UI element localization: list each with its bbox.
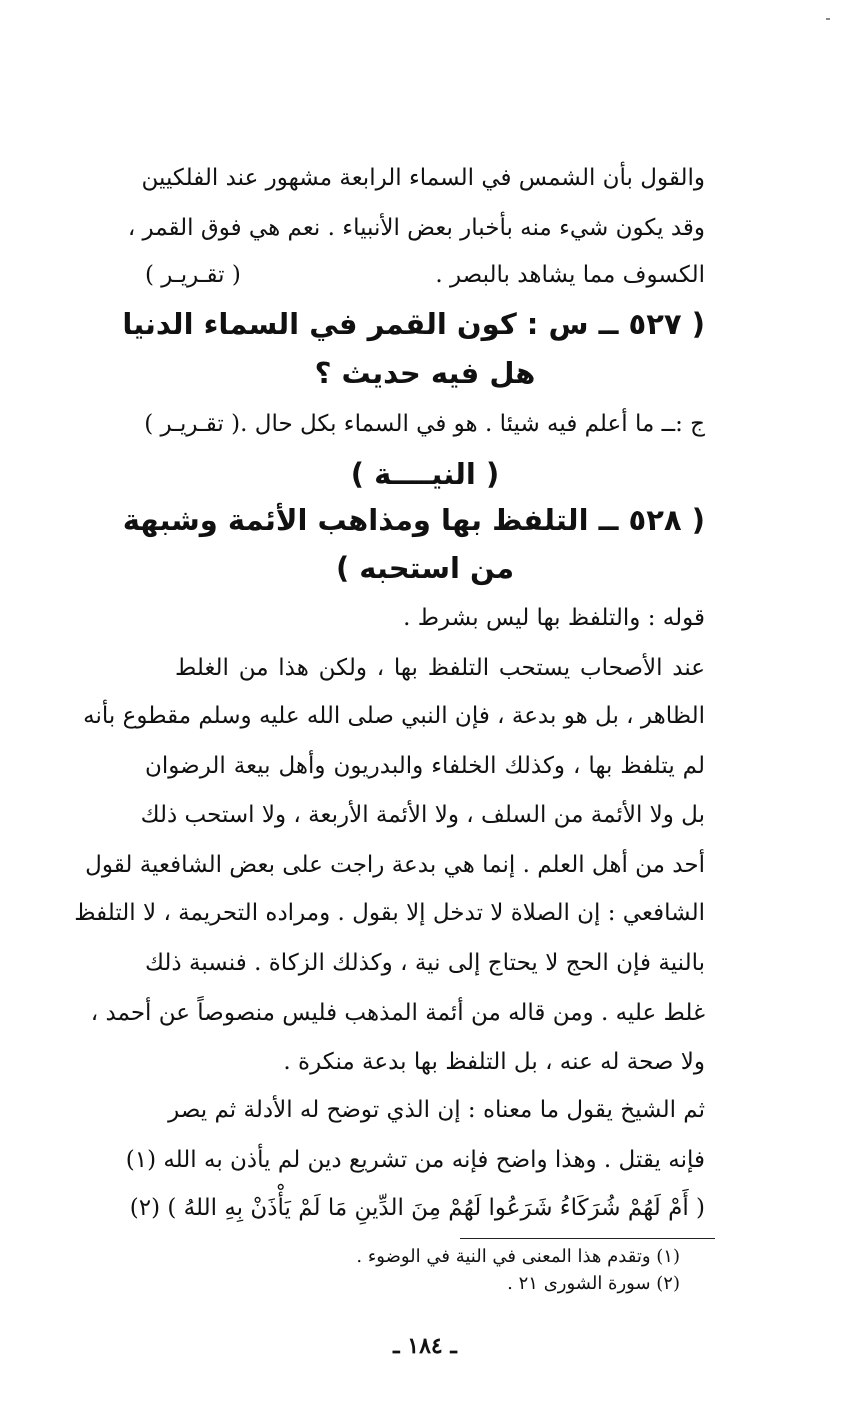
quran-verse-line: ( أَمْ لَهُمْ شُرَكَاءُ شَرَعُوا لَهُمْ مِنَ الدِّينِ مَا لَمْ يَأْذَنْ بِهِ اللهُ ) (٢) — [129, 1195, 705, 1221]
para1-line-1: عند الأصحاب يستحب التلفظ بها ، ولكن هذا من الغلط — [175, 655, 705, 681]
para1-line-9: ولا صحة له عنه ، بل التلفظ بها بدعة منكرة . — [283, 1049, 705, 1075]
section-527-title: ( ٥٢٧ ــ س : كون القمر في السماء الدنيا — [122, 307, 705, 341]
footnote-divider — [460, 1238, 715, 1239]
intro-line-2: وقد يكون شيء منه بأخبار بعض الأنبياء . نعم هي فوق القمر ، — [127, 215, 705, 241]
intro-line-3 — [145, 255, 705, 295]
para2-line-2: فإنه يقتل . وهذا واضح فإنه من تشريع دين لم يأذن به الله (١) — [125, 1147, 705, 1173]
para1-line-8: غلط عليه . ومن قاله من أئمة المذهب فليس منصوصاً عن أحمد ، — [90, 1000, 705, 1026]
intro-reference: ( تقـريـر ) — [145, 262, 241, 288]
section-528-title-cont: من استحبه ) — [335, 551, 515, 585]
para1-line-5: أحد من أهل العلم . إنما هي بدعة راجت على بعض الشافعية لقول — [85, 852, 705, 878]
page-number: ـ ١٨٤ ـ — [393, 1333, 457, 1359]
para1-line-7: بالنية فإن الحج لا يحتاج إلى نية ، وكذلك الزكاة . فنسبة ذلك — [145, 950, 705, 976]
section-528-title: ( ٥٢٨ ــ التلفظ بها ومذاهب الأئمة وشبهة — [122, 503, 705, 537]
footnote-2: (٢) سورة الشورى ٢١ . — [507, 1273, 680, 1294]
para1-line-3: لم يتلفظ بها ، وكذلك الخلفاء والبدريون وأهل بيعة الرضوان — [145, 753, 705, 779]
intro-line-3-text: الكسوف مما يشاهد بالبصر . — [435, 262, 705, 288]
niyya-heading: ( النيــــة ) — [350, 457, 500, 491]
scan-mark — [826, 18, 830, 20]
quote-line: قوله : والتلفظ بها ليس بشرط . — [403, 605, 705, 631]
footnote-1: (١) وتقدم هذا المعنى في النية في الوضوء . — [356, 1246, 680, 1267]
section-527-answer — [145, 404, 705, 444]
answer-reference: ( تقـريـر ) — [144, 411, 241, 437]
answer-text: ج :ــ ما أعلم فيه شيئا . هو في السماء بكل حال . — [240, 411, 705, 437]
section-527-title-cont: هل فيه حديث ؟ — [314, 356, 536, 390]
para1-line-2: الظاهر ، بل هو بدعة ، فإن النبي صلى الله عليه وسلم مقطوع بأنه — [83, 703, 705, 729]
para1-line-4: بل ولا الأئمة من السلف ، ولا الأئمة الأربعة ، ولا استحب ذلك — [140, 802, 705, 828]
para2-line-1: ثم الشيخ يقول ما معناه : إن الذي توضح له الأدلة ثم يصر — [168, 1097, 705, 1123]
intro-line-1: والقول بأن الشمس في السماء الرابعة مشهور عند الفلكيين — [141, 165, 705, 191]
para1-line-6: الشافعي : إن الصلاة لا تدخل إلا بقول . ومراده التحريمة ، لا التلفظ — [74, 900, 705, 926]
